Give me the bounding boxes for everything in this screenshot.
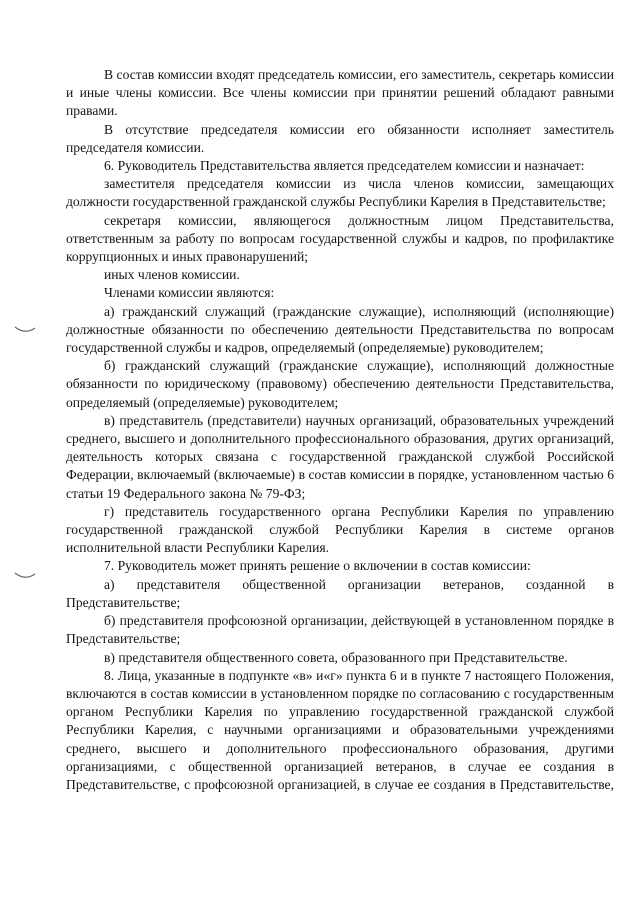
paragraph-item-6: 6. Руководитель Представительства является председателем комиссии и назначает: (104, 158, 585, 174)
paragraph-commission-composition: В состав комиссии входят председатель комиссии, его заместитель, секретарь комиссии и иные члены комиссии. Все члены комиссии при принятии решений обладают равными правами. (66, 67, 614, 119)
paragraph-chair-absence: В отсутствие председателя комиссии его обязанности исполняет заместитель председателя комиссии. (66, 121, 614, 155)
paragraph-deputy-chair: заместителя председателя комиссии из числа членов комиссии, замещающих должности государственной гражданской службы Республики Карелия в Представительстве; (66, 176, 614, 210)
hole-punch-mark-lower (14, 572, 36, 580)
paragraph-item-7-a: а) представителя общественной организации ветеранов, созданной в Представительстве; (66, 576, 614, 610)
paragraph-members-intro: Членами комиссии являются: (104, 285, 275, 301)
paragraph-member-g: г) представитель государственного органа Республики Карелия по управлению государственной гражданской службой Республики Карелия в системе органов исполнительной власти Республики Карелия. (66, 503, 614, 556)
paragraph-other-members: иных членов комиссии. (104, 267, 240, 283)
paragraph-item-7-v: в) представителя общественного совета, образованного при Представительстве. (104, 649, 568, 665)
paragraph-member-b: б) гражданский служащий (гражданские служащие), исполняющий должностные обязанности по юридическому (правовому) обеспечению деятельности Представительства, определяемый (определяемые) руководителем; (66, 358, 614, 410)
paragraph-item-7: 7. Руководитель может принять решение о включении в состав комиссии: (104, 558, 531, 574)
hole-punch-mark-upper (14, 326, 36, 334)
paragraph-member-v: в) представитель (представители) научных организаций, образовательных учреждений среднего, высшего и дополнительного профессионального образования, других организаций, деятельность которых связана с государственной гражданской службой Российской Федерации, включаемый (включаемые) в состав комиссии в порядке, установленном частью 6 статьи 19 Федерального закона № 79-ФЗ; (66, 412, 614, 501)
paragraph-member-a: а) гражданский служащий (гражданские служащие), исполняющий (исполняющие) должностные обязанности по обеспечению деятельности Представительства по вопросам государственной службы и кадров, определяемый (определяемые) руководителем; (66, 303, 614, 356)
document-page (66, 66, 614, 794)
paragraph-item-7-b: б) представителя профсоюзной организации, действующей в установленном порядке в Представительстве; (66, 613, 614, 647)
paragraph-secretary: секретаря комиссии, являющегося должностным лицом Представительства, ответственным за работу по вопросам государственной службы и кадров, по профилактике коррупционных и иных правонарушений; (66, 212, 614, 265)
paragraph-item-8: 8. Лица, указанные в подпункте «в» и«г» пункта 6 и в пункте 7 настоящего Положения, включаются в состав комиссии в установленном порядке по согласованию с государственным органом Республики Карелия по управлению государственной гражданской службой Республики Карелия, с научными организациями и образовательными учреждениями среднего, высшего и дополнительного профессионального образования, другими организациями, с общественной организацией ветеранов, в случае ее создания в Представительстве, с профсоюзной организацией, в случае ее создания в Представительстве, (66, 667, 614, 792)
